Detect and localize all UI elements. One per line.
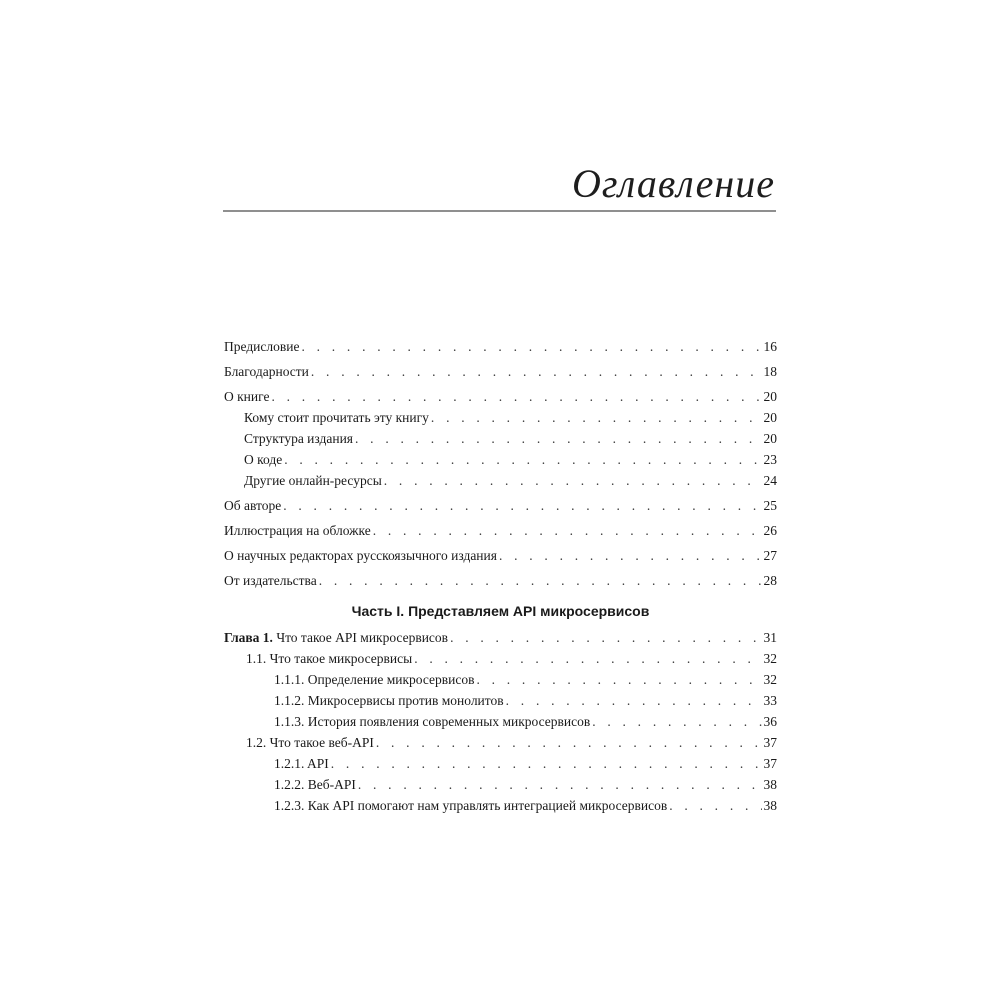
toc-entry-cover-illustration[interactable]	[224, 520, 777, 541]
toc-entry-page: 33	[763, 693, 777, 708]
toc-entry-about-author[interactable]	[224, 495, 777, 516]
toc-entry-page: 37	[763, 756, 777, 771]
toc-entry-label: Кому стоит прочитать эту книгу	[244, 410, 429, 425]
toc-entry-page: 23	[763, 452, 777, 467]
dot-leader	[499, 545, 762, 566]
toc-entry-section-1-1-1[interactable]	[224, 669, 777, 690]
toc-entry-section-1-1[interactable]	[224, 648, 777, 669]
toc-entry-label: 1.2.2. Веб-API	[274, 777, 356, 792]
chapter-prefix: Глава 1.	[224, 630, 273, 645]
toc-entry-chapter-1[interactable]	[224, 627, 777, 648]
dot-leader	[301, 336, 761, 357]
toc-entry-online-resources[interactable]	[224, 470, 777, 491]
dot-leader	[450, 627, 761, 648]
toc-entry-label: 1.2.3. Как API помогают нам управлять интеграцией микросервисов	[274, 798, 668, 813]
dot-leader	[669, 795, 761, 816]
toc-entry-section-1-1-3[interactable]	[224, 711, 777, 732]
toc-entry-label: Предисловие	[224, 339, 300, 354]
toc-entry-label: 1.1.1. Определение микросервисов	[274, 672, 475, 687]
dot-leader	[384, 470, 762, 491]
toc-entry-page: 32	[763, 672, 777, 687]
dot-leader	[476, 669, 761, 690]
toc-entry-page: 32	[763, 651, 777, 666]
toc-entry-structure[interactable]	[224, 428, 777, 449]
toc-entry-preface[interactable]	[224, 336, 777, 357]
toc-entry-label: О книге	[224, 389, 270, 404]
chapter-title: Что такое API микросервисов	[276, 630, 449, 645]
toc-entry-page: 31	[763, 630, 777, 645]
toc-entry-about-code[interactable]	[224, 449, 777, 470]
dot-leader	[506, 690, 762, 711]
dot-leader	[376, 732, 762, 753]
toc-entry-page: 27	[763, 548, 777, 563]
dot-leader	[373, 520, 762, 541]
toc-entry-label: Другие онлайн-ресурсы	[244, 473, 382, 488]
dot-leader	[358, 774, 762, 795]
dot-leader	[592, 711, 761, 732]
dot-leader	[271, 386, 761, 407]
table-of-contents	[224, 336, 777, 816]
toc-entry-from-publisher[interactable]	[224, 570, 777, 591]
dot-leader	[283, 495, 761, 516]
toc-entry-label: 1.1.2. Микросервисы против монолитов	[274, 693, 504, 708]
toc-entry-label: Благодарности	[224, 364, 309, 379]
toc-entry-scientific-editors[interactable]	[224, 545, 777, 566]
toc-entry-label: Об авторе	[224, 498, 282, 513]
toc-entry-page: 36	[763, 714, 777, 729]
toc-entry-label: 1.1.3. История появления современных микросервисов	[274, 714, 591, 729]
dot-leader	[414, 648, 761, 669]
toc-entry-page: 38	[763, 798, 777, 813]
toc-entry-page: 24	[763, 473, 777, 488]
toc-entry-label: 1.2. Что такое веб-API	[246, 735, 374, 750]
toc-entry-page: 25	[763, 498, 777, 513]
toc-entry-page: 16	[763, 339, 777, 354]
toc-entry-section-1-2[interactable]	[224, 732, 777, 753]
toc-entry-section-1-2-3[interactable]	[224, 795, 777, 816]
dot-leader	[331, 753, 762, 774]
toc-entry-page: 28	[763, 573, 777, 588]
toc-entry-label	[224, 627, 450, 648]
toc-entry-page: 37	[763, 735, 777, 750]
dot-leader	[355, 428, 761, 449]
toc-entry-who-should-read[interactable]	[224, 407, 777, 428]
toc-entry-page: 20	[763, 389, 777, 404]
toc-entry-label: О научных редакторах русскоязычного издания	[224, 548, 497, 563]
dot-leader	[431, 407, 762, 428]
dot-leader	[319, 570, 762, 591]
toc-entry-page: 26	[763, 523, 777, 538]
toc-entry-label: От издательства	[224, 573, 317, 588]
toc-entry-about-book[interactable]	[224, 386, 777, 407]
toc-entry-page: 20	[763, 431, 777, 446]
page-title: Оглавление	[571, 161, 775, 206]
toc-entry-label: О коде	[244, 452, 283, 467]
toc-entry-page: 18	[763, 364, 777, 379]
toc-entry-label: 1.1. Что такое микросервисы	[246, 651, 413, 666]
dot-leader	[284, 449, 761, 470]
toc-entry-page: 20	[763, 410, 777, 425]
part-heading[interactable]: Часть I. Представляем API микросервисов	[351, 603, 650, 619]
toc-entry-label: Иллюстрация на обложке	[224, 523, 371, 538]
toc-entry-acknowledgements[interactable]	[224, 361, 777, 382]
toc-entry-label: Структура издания	[244, 431, 354, 446]
title-divider	[223, 210, 776, 212]
toc-entry-page: 38	[763, 777, 777, 792]
toc-entry-section-1-2-2[interactable]	[224, 774, 777, 795]
toc-entry-section-1-1-2[interactable]	[224, 690, 777, 711]
toc-entry-label: 1.2.1. API	[274, 756, 329, 771]
toc-entry-section-1-2-1[interactable]	[224, 753, 777, 774]
dot-leader	[311, 361, 762, 382]
